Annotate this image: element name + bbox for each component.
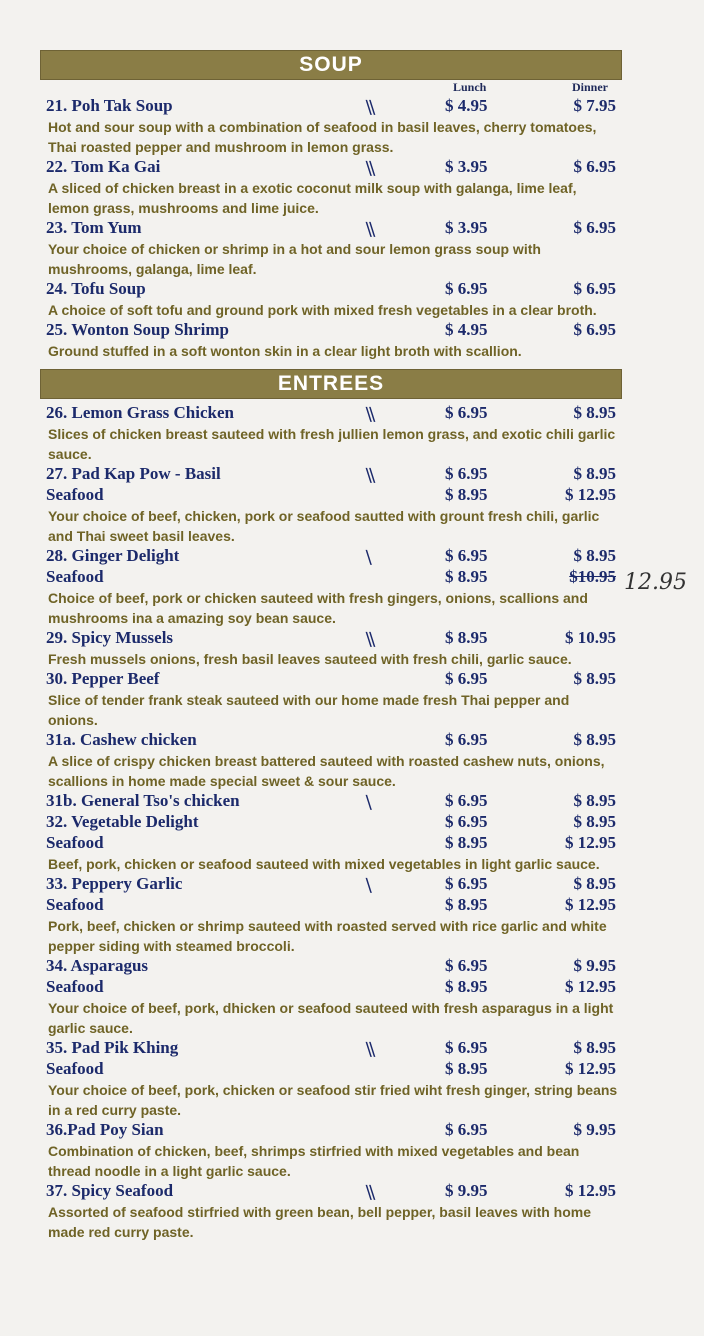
seafood-lunch-price: $ 8.95 <box>445 567 488 586</box>
menu-item <box>40 464 622 546</box>
menu-item <box>40 546 622 628</box>
seafood-lunch-price: $ 8.95 <box>445 485 488 504</box>
seafood-option: Seafood <box>46 977 104 996</box>
handwritten-price-note: 12.95 <box>624 570 687 595</box>
item-name: 24. Tofu Soup <box>46 279 146 298</box>
dinner-price: $ 8.95 <box>573 730 616 749</box>
seafood-lunch-price: $ 8.95 <box>445 895 488 914</box>
entree-list <box>40 403 622 1242</box>
chili-pepper-icon: ⧹ <box>366 548 370 567</box>
lunch-price: $ 8.95 <box>445 628 488 647</box>
item-name: 35. Pad Pik Khing <box>46 1038 179 1057</box>
lunch-price: $ 9.95 <box>445 1181 488 1200</box>
dinner-price: $ 6.95 <box>573 320 616 339</box>
item-description: A sliced of chicken breast in a exotic coconut milk soup with galanga, lime leaf, lemon grass, mushrooms and lime juice. <box>48 180 577 216</box>
item-description: Your choice of beef, chicken, pork or seafood sautted with grount fresh chili, garlic and Thai sweet basil leaves. <box>48 508 600 544</box>
menu-item <box>40 730 622 791</box>
item-name: 27. Pad Kap Pow - Basil <box>46 464 221 483</box>
dinner-price: $ 8.95 <box>573 403 616 422</box>
item-name: 31a. Cashew chicken <box>46 730 197 749</box>
dinner-price: $ 10.95 <box>565 628 616 647</box>
dinner-price: $ 8.95 <box>573 1038 616 1057</box>
lunch-price: $ 6.95 <box>445 791 488 810</box>
chili-pepper-icon: ⧹⧹ <box>366 405 373 424</box>
chili-pepper-icon: ⧹⧹ <box>366 1040 373 1059</box>
item-name: 36.Pad Poy Sian <box>46 1120 164 1139</box>
menu-page <box>40 50 622 1242</box>
chili-pepper-icon: ⧹⧹ <box>366 466 373 485</box>
lunch-price: $ 6.95 <box>445 1038 488 1057</box>
item-name: 31b. General Tso's chicken <box>46 791 240 810</box>
menu-item <box>40 628 622 669</box>
seafood-dinner-price: $ 12.95 <box>565 1059 616 1078</box>
item-description: Choice of beef, pork or chicken sauteed with fresh gingers, onions, scallions and mushrooms ina a amazing soy bean sauce. <box>48 590 588 626</box>
chili-pepper-icon: ⧹ <box>366 793 370 812</box>
lunch-price: $ 3.95 <box>445 157 488 176</box>
menu-item <box>40 218 622 279</box>
menu-item <box>40 956 622 1038</box>
lunch-price: $ 4.95 <box>445 96 488 115</box>
lunch-price: $ 6.95 <box>445 464 488 483</box>
lunch-column-label: Lunch <box>453 80 487 94</box>
item-name: 26. Lemon Grass Chicken <box>46 403 234 422</box>
dinner-price: $ 12.95 <box>565 1181 616 1200</box>
lunch-price: $ 6.95 <box>445 546 488 565</box>
dinner-price: $ 6.95 <box>573 218 616 237</box>
item-description: Beef, pork, chicken or seafood sauteed with mixed vegetables in light garlic sauce. <box>48 856 600 872</box>
menu-item <box>40 791 622 812</box>
item-name: 34. Asparagus <box>46 956 149 975</box>
dinner-price: $ 8.95 <box>573 546 616 565</box>
item-description: Ground stuffed in a soft wonton skin in a clear light broth with scallion. <box>48 343 522 359</box>
chili-pepper-icon: ⧹ <box>366 876 370 895</box>
menu-item <box>40 403 622 464</box>
menu-item <box>40 1120 622 1181</box>
menu-item <box>40 157 622 218</box>
lunch-price: $ 6.95 <box>445 956 488 975</box>
chili-pepper-icon: ⧹⧹ <box>366 98 373 117</box>
dinner-price: $ 8.95 <box>573 874 616 893</box>
dinner-price: $ 8.95 <box>573 669 616 688</box>
menu-item <box>40 669 622 730</box>
item-name: 30. Pepper Beef <box>46 669 160 688</box>
lunch-price: $ 6.95 <box>445 403 488 422</box>
dinner-price: $ 7.95 <box>573 96 616 115</box>
dinner-price: $ 8.95 <box>573 791 616 810</box>
dinner-price: $ 8.95 <box>573 812 616 831</box>
seafood-option: Seafood <box>46 833 104 852</box>
dinner-price: $ 6.95 <box>573 279 616 298</box>
item-description: Combination of chicken, beef, shrimps stirfried with mixed vegetables and bean thread noodle in a light garlic sauce. <box>48 1143 580 1179</box>
soup-list <box>40 96 622 361</box>
entrees-header: ENTREES <box>40 369 622 399</box>
seafood-dinner-price: $ 12.95 <box>565 833 616 852</box>
item-description: A choice of soft tofu and ground pork with mixed fresh vegetables in a clear broth. <box>48 302 597 318</box>
menu-item <box>40 1038 622 1120</box>
item-name: 37. Spicy Seafood <box>46 1181 174 1200</box>
lunch-price: $ 3.95 <box>445 218 488 237</box>
lunch-price: $ 6.95 <box>445 669 488 688</box>
item-name: 25. Wonton Soup Shrimp <box>46 320 229 339</box>
item-description: Assorted of seafood stirfried with green bean, bell pepper, basil leaves with home made red curry paste. <box>48 1204 592 1240</box>
lunch-price: $ 6.95 <box>445 812 488 831</box>
item-description: Your choice of chicken or shrimp in a hot and sour lemon grass soup with mushrooms, galanga, lime leaf. <box>48 241 541 277</box>
seafood-lunch-price: $ 8.95 <box>445 1059 488 1078</box>
menu-item <box>40 279 622 320</box>
soup-header: SOUP <box>40 50 622 80</box>
seafood-option: Seafood <box>46 1059 104 1078</box>
seafood-option: Seafood <box>46 895 104 914</box>
seafood-option: Seafood <box>46 485 104 504</box>
lunch-price: $ 4.95 <box>445 320 488 339</box>
dinner-column-label: Dinner <box>572 80 608 94</box>
chili-pepper-icon: ⧹⧹ <box>366 630 373 649</box>
seafood-option: Seafood <box>46 567 104 586</box>
item-description: Your choice of beef, pork, dhicken or seafood sauteed with fresh asparagus in a light garlic sauce. <box>48 1000 614 1036</box>
seafood-dinner-price: $10.95 <box>569 567 616 586</box>
item-name: 22. Tom Ka Gai <box>46 157 161 176</box>
menu-item <box>40 874 622 956</box>
chili-pepper-icon: ⧹⧹ <box>366 220 373 239</box>
item-name: 33. Peppery Garlic <box>46 874 183 893</box>
item-description: Slices of chicken breast sauteed with fresh jullien lemon grass, and exotic chili garlic sauce. <box>48 426 616 462</box>
lunch-price: $ 6.95 <box>445 730 488 749</box>
item-description: Your choice of beef, pork, chicken or seafood stir fried wiht fresh ginger, string beans in a red curry paste. <box>48 1082 618 1118</box>
dinner-price: $ 9.95 <box>573 1120 616 1139</box>
item-name: 21. Poh Tak Soup <box>46 96 173 115</box>
dinner-price: $ 6.95 <box>573 157 616 176</box>
lunch-price: $ 6.95 <box>445 1120 488 1139</box>
menu-item <box>40 96 622 157</box>
chili-pepper-icon: ⧹⧹ <box>366 1183 373 1202</box>
item-name: 28. Ginger Delight <box>46 546 180 565</box>
dinner-price: $ 9.95 <box>573 956 616 975</box>
item-name: 32. Vegetable Delight <box>46 812 199 831</box>
chili-pepper-icon: ⧹⧹ <box>366 159 373 178</box>
lunch-price: $ 6.95 <box>445 874 488 893</box>
item-description: Slice of tender frank steak sauteed with our home made fresh Thai pepper and onions. <box>48 692 570 728</box>
lunch-price: $ 6.95 <box>445 279 488 298</box>
column-headers <box>40 80 622 94</box>
item-name: 29. Spicy Mussels <box>46 628 174 647</box>
item-description: A slice of crispy chicken breast battered sauteed with roasted cashew nuts, onions, scallions in home made special sweet & sour sauce. <box>48 753 605 789</box>
item-name: 23. Tom Yum <box>46 218 142 237</box>
item-description: Pork, beef, chicken or shrimp sauteed with roasted served with rice garlic and white pepper siding with steamed broccoli. <box>48 918 607 954</box>
menu-item <box>40 1181 622 1242</box>
menu-item <box>40 320 622 361</box>
seafood-dinner-price: $ 12.95 <box>565 895 616 914</box>
seafood-lunch-price: $ 8.95 <box>445 977 488 996</box>
item-description: Hot and sour soup with a combination of seafood in basil leaves, cherry tomatoes, Thai roasted pepper and mushroom in lemon grass. <box>48 119 597 155</box>
seafood-dinner-price: $ 12.95 <box>565 977 616 996</box>
item-description: Fresh mussels onions, fresh basil leaves sauteed with fresh chili, garlic sauce. <box>48 651 572 667</box>
dinner-price: $ 8.95 <box>573 464 616 483</box>
seafood-lunch-price: $ 8.95 <box>445 833 488 852</box>
seafood-dinner-price: $ 12.95 <box>565 485 616 504</box>
menu-item <box>40 812 622 874</box>
